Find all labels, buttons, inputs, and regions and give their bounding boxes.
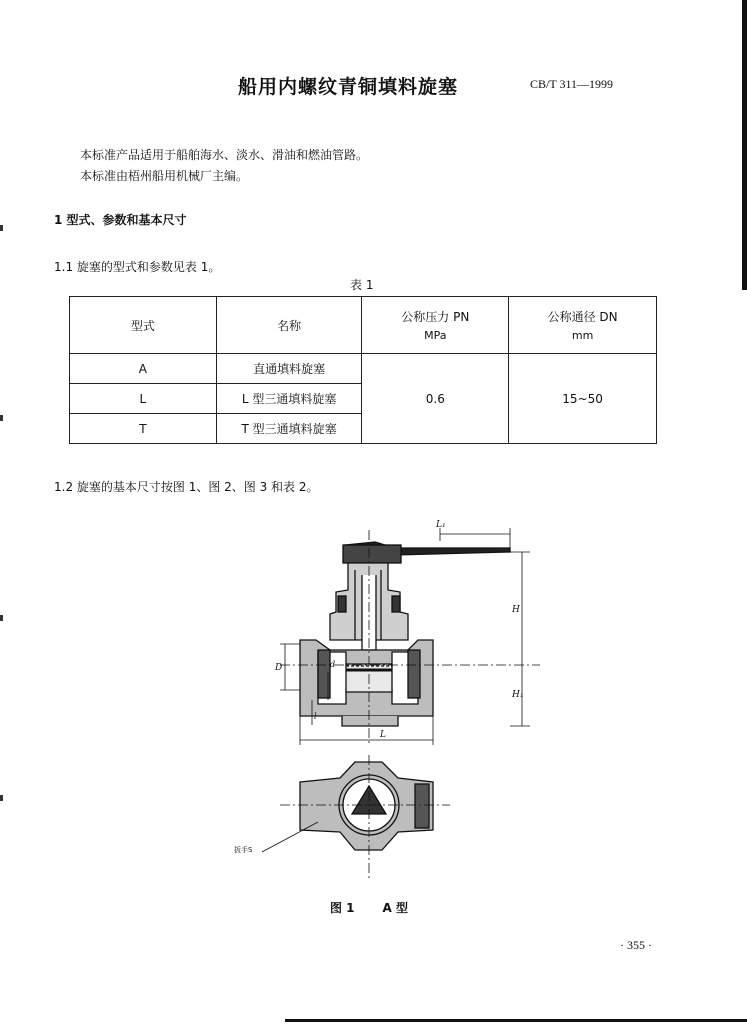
standard-number: CB/T 311—1999 — [530, 77, 614, 91]
dim-label-H: H — [512, 605, 520, 615]
figure-number: 图 1 — [330, 901, 355, 915]
header-pressure-label: 公称压力 PN — [401, 310, 470, 324]
section-1-heading: 1 型式、参数和基本尺寸 — [54, 213, 187, 227]
page-number: · 355 · — [620, 938, 652, 952]
binding-mark — [0, 795, 3, 801]
cell-name: L 型三通填料旋塞 — [216, 384, 362, 414]
document-title: 船用内螺纹青铜填料旋塞 — [238, 76, 459, 98]
intro-line-scope: 本标准产品适用于船舶海水、淡水、滑油和燃油管路。 — [80, 148, 369, 162]
header-diameter-unit: mm — [571, 329, 594, 342]
wrench-label: 扳手S — [234, 846, 253, 854]
section-1-2-text: 1.2 旋塞的基本尺寸按图 1、图 2、图 3 和表 2。 — [54, 480, 319, 494]
section-1-1-text: 1.1 旋塞的型式和参数见表 1。 — [54, 260, 221, 274]
handle-lever — [343, 542, 510, 563]
header-name: 名称 — [216, 297, 362, 354]
table-1-caption: 表 1 — [350, 278, 374, 292]
binding-mark — [0, 615, 3, 621]
header-diameter-label: 公称通径 DN — [547, 310, 618, 324]
cell-pressure-value: 0.6 — [362, 354, 509, 444]
cell-name: T 型三通填料旋塞 — [216, 414, 362, 444]
cell-diameter-value: 15~50 — [509, 354, 657, 444]
dim-label-l: l — [314, 712, 317, 721]
binding-mark — [0, 415, 3, 421]
figure-caption — [330, 899, 436, 916]
header-type: 型式 — [70, 297, 217, 354]
valve-plan-view — [262, 755, 450, 878]
cell-name: 直通填料旋塞 — [216, 354, 362, 384]
valve-body — [300, 640, 433, 726]
scan-edge-right — [742, 0, 747, 290]
cell-type: T — [70, 414, 217, 444]
dim-label-L1: L₁ — [436, 520, 446, 530]
figure-title: A 型 — [382, 901, 408, 915]
header-pressure-unit: MPa — [424, 329, 447, 342]
dim-label-D: D — [275, 663, 283, 673]
binding-mark — [0, 225, 3, 231]
dim-label-H1: H₁ — [512, 690, 524, 700]
dim-label-d: d — [330, 660, 336, 669]
cell-type: A — [70, 354, 217, 384]
cell-type: L — [70, 384, 217, 414]
dim-label-L: L — [380, 730, 386, 740]
scan-edge-bottom — [285, 1019, 747, 1022]
intro-line-drafter: 本标准由梧州船用机械厂主编。 — [80, 169, 249, 183]
